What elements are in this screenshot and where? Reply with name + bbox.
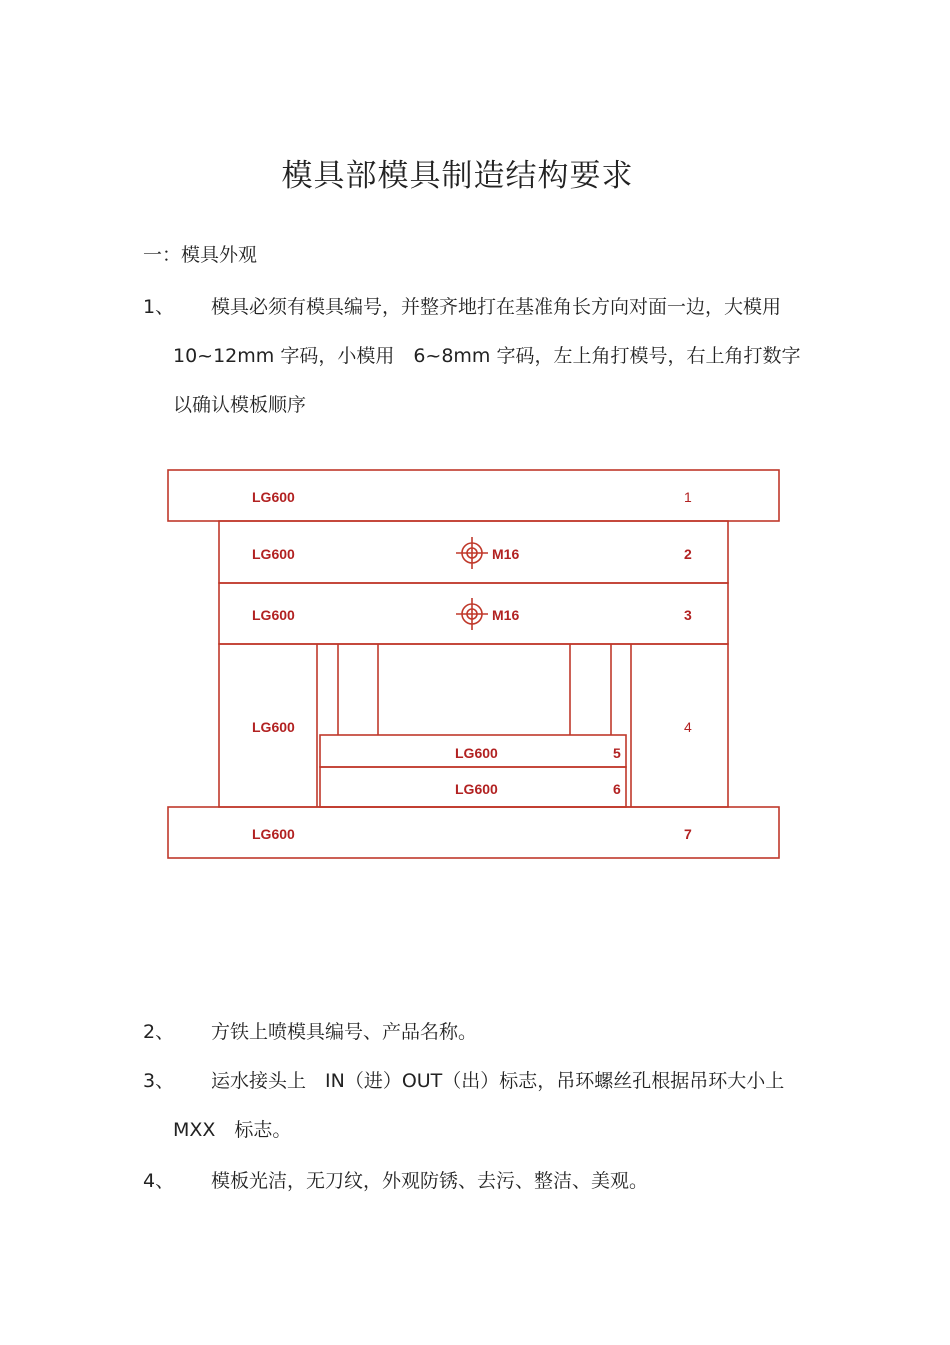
plate-5-label: LG600 [455,745,498,761]
plate-2-marker: M16 [492,546,520,562]
plate-2 [219,521,728,583]
plate-3-number: 3 [684,607,692,623]
list-item-4 [143,1157,803,1206]
item-text: 方铁上喷模具编号、产品名称。 [211,1021,478,1043]
list-item-3 [143,1057,803,1155]
list-item-1 [143,283,803,430]
target-icon [456,598,488,630]
item-number: 1、 [143,296,175,318]
item-number: 4、 [143,1170,175,1192]
section-heading: 一：模具外观 [143,244,258,266]
item-number: 3、 [143,1070,175,1092]
plate-6-label: LG600 [455,781,498,797]
plate-6-number: 6 [613,781,621,797]
plate-4-number: 4 [684,719,692,735]
item-number: 2、 [143,1021,175,1043]
plate-7-label: LG600 [252,826,295,842]
target-icon [456,537,488,569]
plate-2-label: LG600 [252,546,295,562]
plate-3-label: LG600 [252,607,295,623]
plate-2-number: 2 [684,546,692,562]
plate-3-marker: M16 [492,607,520,623]
item-text: 模具必须有模具编号，并整齐地打在基准角长方向对面一边，大模用 10~12mm 字码，小模用 6~8mm 字码，左上角打模号，右上角打数字以确认模板顺序 [173,296,801,416]
plate-1-number: 1 [684,489,692,505]
item-text: 模板光洁，无刀纹，外观防锈、去污、整洁、美观。 [211,1170,649,1192]
page-title: 模具部模具制造结构要求 [281,158,634,194]
plate-5-number: 5 [613,745,621,761]
mold-plate-diagram [0,460,950,860]
plate-1-label: LG600 [252,489,295,505]
plate-7-number: 7 [684,826,692,842]
item-text: 运水接头上 IN（进）OUT（出）标志，吊环螺丝孔根据吊环大小上 MXX 标志。 [173,1070,804,1141]
list-item-2 [143,1008,803,1057]
plate-4-label: LG600 [252,719,295,735]
